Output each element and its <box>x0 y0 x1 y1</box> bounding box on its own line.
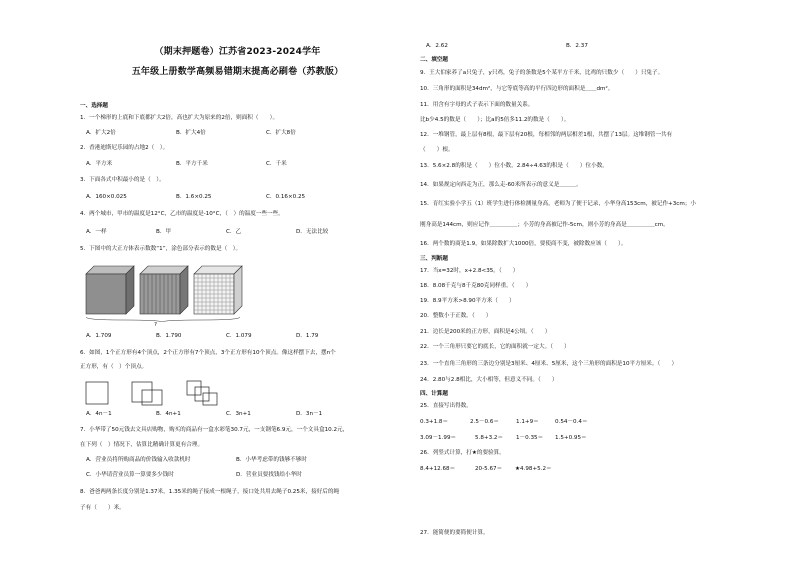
mental-math-item: 5.8+3.2＝ <box>475 435 504 441</box>
question-27: 27．能简便的要简便计算。 <box>420 530 489 536</box>
question-26: 26．列竖式计算，打★的要验算。 <box>420 450 505 456</box>
section-fill-heading: 二、填空题 <box>420 57 448 63</box>
question-8-line2: 子有（ ）米。 <box>80 505 125 511</box>
option-d: D．1.79 <box>296 333 319 339</box>
question-21: 21．边长是200米的正方形，面积是4公顷。（ ） <box>420 329 551 335</box>
question-15-line2: 刚身高是144cm，则应记作＿＿＿＿＿；小芳的身高被记作-5cm，则小芳的身高是＿＿＿＿＿cm。 <box>420 222 669 228</box>
option-c: C．3n+1 <box>226 411 251 417</box>
option-c: C．0.16×0.25 <box>266 194 306 200</box>
question-7-line2: 在下列（ ）情况下，估算比精确计算更有合理。 <box>80 442 204 448</box>
exam-title-line2: 五年级上册数学高频易错期末提高必刷卷（苏教版） <box>131 67 344 77</box>
option-a: A．4n－1 <box>86 411 112 417</box>
question-11-line2: 比b少4.5的数是（ ）；比a的5倍多11.2的数是（ ）。 <box>420 117 570 123</box>
option-a: A．一样 <box>86 229 107 235</box>
squares-pattern-figure <box>82 378 302 408</box>
mental-math-item: 1.1+9＝ <box>516 419 539 425</box>
mental-math-item: 0.54－0.4＝ <box>555 419 588 425</box>
question-23: 23．一个直角三角形的三条边分别是3厘米、4厘米、5厘米，这个三角形的面积是10平方厘米。（ ） <box>420 361 678 367</box>
question-17: 17．当x=32时，x+2.8<35。（ ） <box>420 268 519 274</box>
option-d: D．无法比较 <box>296 229 329 235</box>
mental-math-item: 0.3+1.8＝ <box>420 419 449 425</box>
question-4: 4．两个城市，甲市的温度是12°C，乙市的温度是-10°C，（ ）的温度一些一些。 <box>80 211 284 217</box>
option-d: D．3n－1 <box>296 411 323 417</box>
option-b: B．2.37 <box>566 43 588 49</box>
option-b: B．1.6×0.25 <box>176 194 212 200</box>
question-8-line1: 8．爸爸两两条长度分别是1.37米，1.35米的绳子接成一根绳子，接口处共用去绳子0.25米，接好后的绳 <box>80 489 340 495</box>
option-c: C．小华请营业员算一算要多少钱时 <box>86 472 174 478</box>
question-5-brace-label: ? <box>154 322 157 328</box>
option-a: A．营业员将所购商品的价钱输入收款机时 <box>86 457 191 463</box>
option-d: D．营业员要找钱给小华时 <box>236 472 302 478</box>
option-a: A．1.709 <box>86 333 112 339</box>
question-12-line2: （ ）根。 <box>420 147 454 153</box>
mental-math-item: 1.5+0.95＝ <box>555 435 587 441</box>
option-b: B．4n+1 <box>156 411 181 417</box>
question-12-line1: 12．一堆钢管，最上层有8根，最下层有20根，每相邻的两层相差1根，共摆了13层。这堆钢管一共有 <box>420 132 673 138</box>
option-b: B．平方千米 <box>176 161 208 167</box>
exam-title-line1: （期末押题卷）江苏省2023-2024学年 <box>154 47 321 57</box>
question-15-line1: 15．育红实验小学五（1）班学生进行体检测量身高，老师为了便于记录，小华身高153cm，被记作+3cm；小 <box>420 201 696 207</box>
option-a: A．扩大2倍 <box>86 130 116 136</box>
mental-math-item: 1－0.35＝ <box>516 435 544 441</box>
section-calc-heading: 四、计算题 <box>420 391 448 397</box>
option-a: A．2.62 <box>426 43 448 49</box>
question-22: 22．一个三角形只要它的底长，它的面积就一定大。（ ） <box>420 344 570 350</box>
option-b: B．1.790 <box>156 333 182 339</box>
question-16: 16．两个数的商是1.9，如果除数扩大1000倍，要使商不变，被除数应该（ ）。 <box>420 241 627 247</box>
option-b: B．小华考虑带的钱够不够时 <box>236 457 307 463</box>
question-13: 13．5.6×2.8的积是（ ）位小数，2.84÷4.63的积是（ ）位小数。 <box>420 163 608 169</box>
question-19: 19．8.9平方米>8.90平方米（ ） <box>420 298 515 304</box>
question-6-line2: 正方形，有（ ）个顶点。 <box>80 364 148 370</box>
question-1: 1．一个梯形的上底和下底都扩大2倍，高也扩大为原来的2倍，则面积（ ）。 <box>80 115 279 121</box>
question-6-line1: 6．如图，1个正方形有4个顶点，2个正方形有7个顶点，3个正方形有10个顶点。像这样摆下去，摆n个 <box>80 350 336 356</box>
option-b: B．甲 <box>156 229 172 235</box>
question-18: 18．8.08千克与8千克80克同样重。（ ） <box>420 283 532 289</box>
question-11-line1: 11．用含有字母的式子表示下面的数量关系。 <box>420 102 534 108</box>
question-20: 20．整数小于正数。（ ） <box>420 313 492 319</box>
written-calc-item: ★4.98+5.2＝ <box>515 466 552 472</box>
option-c: C．乙 <box>226 229 242 235</box>
written-calc-item: 20-5.67＝ <box>475 466 503 472</box>
question-14: 14．如果规定向西走为正，那么走-60米所表示的意义是＿＿＿。 <box>420 182 582 188</box>
question-25: 25．直接写出得数。 <box>420 403 472 409</box>
cube-decimal-figure <box>82 262 292 322</box>
question-10: 10．三角形的面积是34dm²，与它等底等高的平行四边形的面积是＿＿dm²。 <box>420 86 614 92</box>
question-7-line1: 7．小华带了50元钱去文具店购物，购买的商品有一盒水彩笔30.7元，一支钢笔6.9元，一个文具盒10.2元， <box>80 427 349 433</box>
question-5: 5．下图中的大正方体表示数数“1”，涂色部分表示的数是（ ）。 <box>80 246 242 252</box>
section-choice-heading: 一、选择题 <box>80 103 108 109</box>
option-c: C．千米 <box>266 161 287 167</box>
written-calc-item: 8.4+12.68＝ <box>420 466 456 472</box>
question-2: 2．香港迪斯尼乐园的占地2（ ）。 <box>80 145 169 151</box>
mental-math-item: 2.5－0.6＝ <box>470 419 499 425</box>
option-c: C．1.079 <box>226 333 252 339</box>
mental-math-item: 3.09－1.99＝ <box>420 435 457 441</box>
option-a: A．160×0.025 <box>86 194 127 200</box>
question-9: 9．王大伯家养了a只兔子，y只鸡，兔子的条数是5个某平方千米，比鸡的只数少（ ）只兔子。 <box>420 70 664 76</box>
option-b: B．扩大4倍 <box>176 130 206 136</box>
option-c: C．扩大8倍 <box>266 130 296 136</box>
question-3: 3．下面各式中积最小的是（ ）。 <box>80 177 165 183</box>
question-24: 24．2.80与2.8相比，大小相等，但意义不同。（ ） <box>420 377 558 383</box>
option-a: A．平方米 <box>86 161 113 167</box>
section-judge-heading: 三、判断题 <box>420 256 448 262</box>
